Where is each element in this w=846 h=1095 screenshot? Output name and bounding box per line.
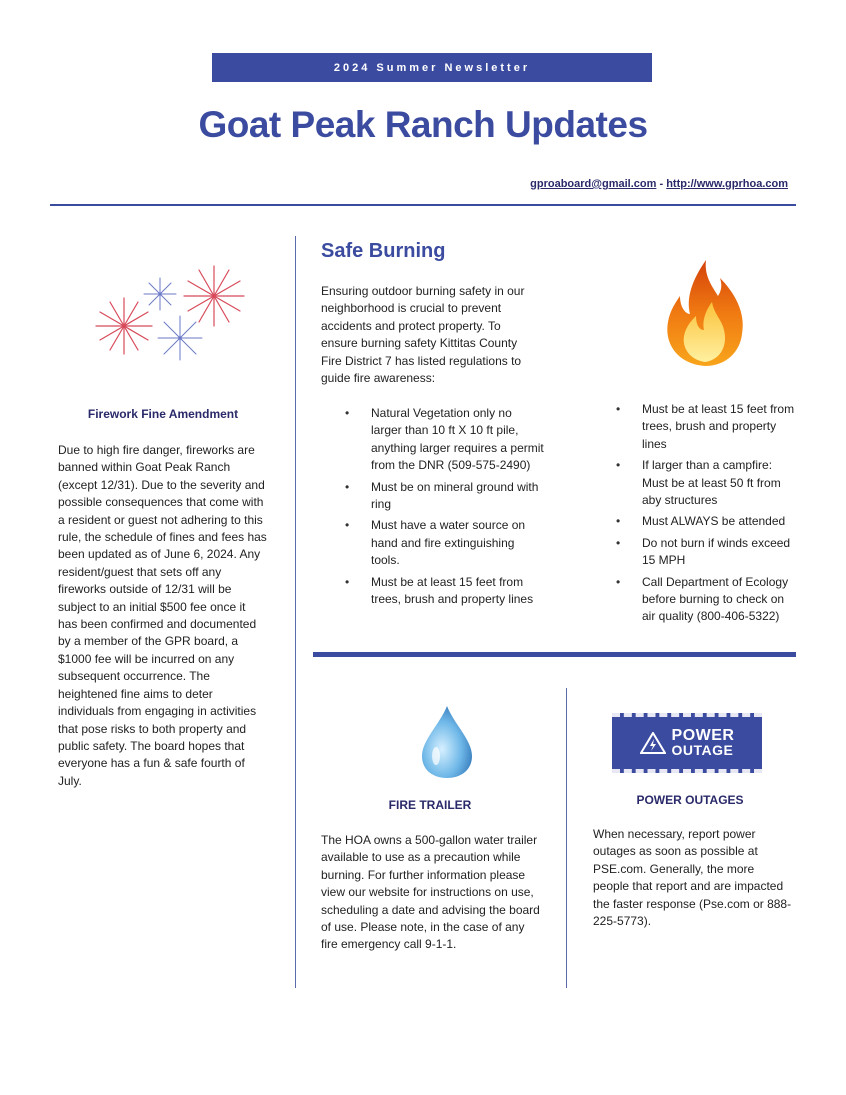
warning-bolt-icon [640, 732, 666, 754]
burning-rules-right [616, 401, 796, 630]
list-item: • Natural Vegetation only no larger than 10 ft X 10 ft pile, anything larger requires a permit from the DNR (509-575-2490) [345, 405, 545, 475]
safe-burning-intro: Ensuring outdoor burning safety in our neighborhood is crucial to prevent accidents and protect property. To ensure burning safety Kittitas County Fire District 7 has listed regulations to guide fire awareness: [321, 284, 525, 386]
fireworks-icon [88, 262, 254, 366]
list-item: • Must be at least 15 feet from trees, brush and property lines [616, 401, 796, 453]
column-divider-left [295, 236, 296, 988]
header-divider [50, 204, 796, 206]
fire-trailer-heading: FIRE TRAILER [388, 798, 472, 812]
list-item: • Must ALWAYS be attended [616, 513, 796, 530]
list-item: • Do not burn if winds exceed 15 MPH [616, 535, 796, 570]
firework-body: Due to high fire danger, fireworks are banned within Goat Peak Ranch (except 12/31). Due to the severity and possible consequences that come with a resident or guest not adhering to this rule, the schedule of fines and fees has been updated as of June 6, 2024. Any resident/guest that sets off any fireworks outside of 12/31 will be subject to an initial $500 fee once it has been confirmed and documented by a member of the GPR board, a $1000 fee will be incurred on any subsequent occurrence. The heightened fine aims to deter individuals from engaging in activities that pose risks to both property and public safety. The board hopes that everyone has a fun & safe fourth of July. [58, 443, 267, 788]
contact-line [530, 178, 788, 190]
flame-icon [660, 256, 750, 370]
logo-line-1: POWER [671, 727, 735, 744]
firework-heading: Firework Fine Amendment [87, 407, 239, 421]
contact-separator: - [656, 178, 667, 190]
section-divider [313, 652, 796, 657]
newsletter-banner [212, 53, 652, 82]
burning-rules-left [345, 405, 545, 612]
website-link[interactable]: http://www.gprhoa.com [666, 178, 788, 190]
list-item: • Must be at least 15 feet from trees, brush and property lines [345, 574, 545, 609]
list-item: • If larger than a campfire: Must be at least 50 ft from aby structures [616, 457, 796, 509]
power-outage-icon [612, 713, 762, 773]
power-outages-heading: POWER OUTAGES [636, 793, 744, 807]
water-drop-icon [416, 704, 478, 780]
logo-line-2: OUTAGE [671, 742, 734, 758]
list-item: • Call Department of Ecology before burning to check on air quality (800-406-5322) [616, 574, 796, 626]
list-item: • Must have a water source on hand and fire extinguishing tools. [345, 517, 545, 569]
fire-trailer-body: The HOA owns a 500-gallon water trailer available to use as a precaution while burning. For further information please view our website for instructions on use, scheduling a date and advising the board of use. Please note, in the case of any fire emergency call 9-1-1. [321, 833, 540, 952]
safe-burning-heading: Safe Burning [321, 240, 446, 262]
column-divider-bottom [566, 688, 567, 988]
banner-text: 2024 Summer Newsletter [333, 61, 531, 74]
page-title: Goat Peak Ranch Updates [198, 104, 648, 145]
power-outages-body: When necessary, report power outages as soon as possible at PSE.com. Generally, the more people that report and are impacted the faster response (Pse.com or 888-225-5773). [593, 827, 792, 929]
power-outage-logo-text [672, 729, 735, 757]
list-item: • Must be on mineral ground with ring [345, 479, 545, 514]
email-link[interactable]: gproaboard@gmail.com [530, 178, 657, 190]
